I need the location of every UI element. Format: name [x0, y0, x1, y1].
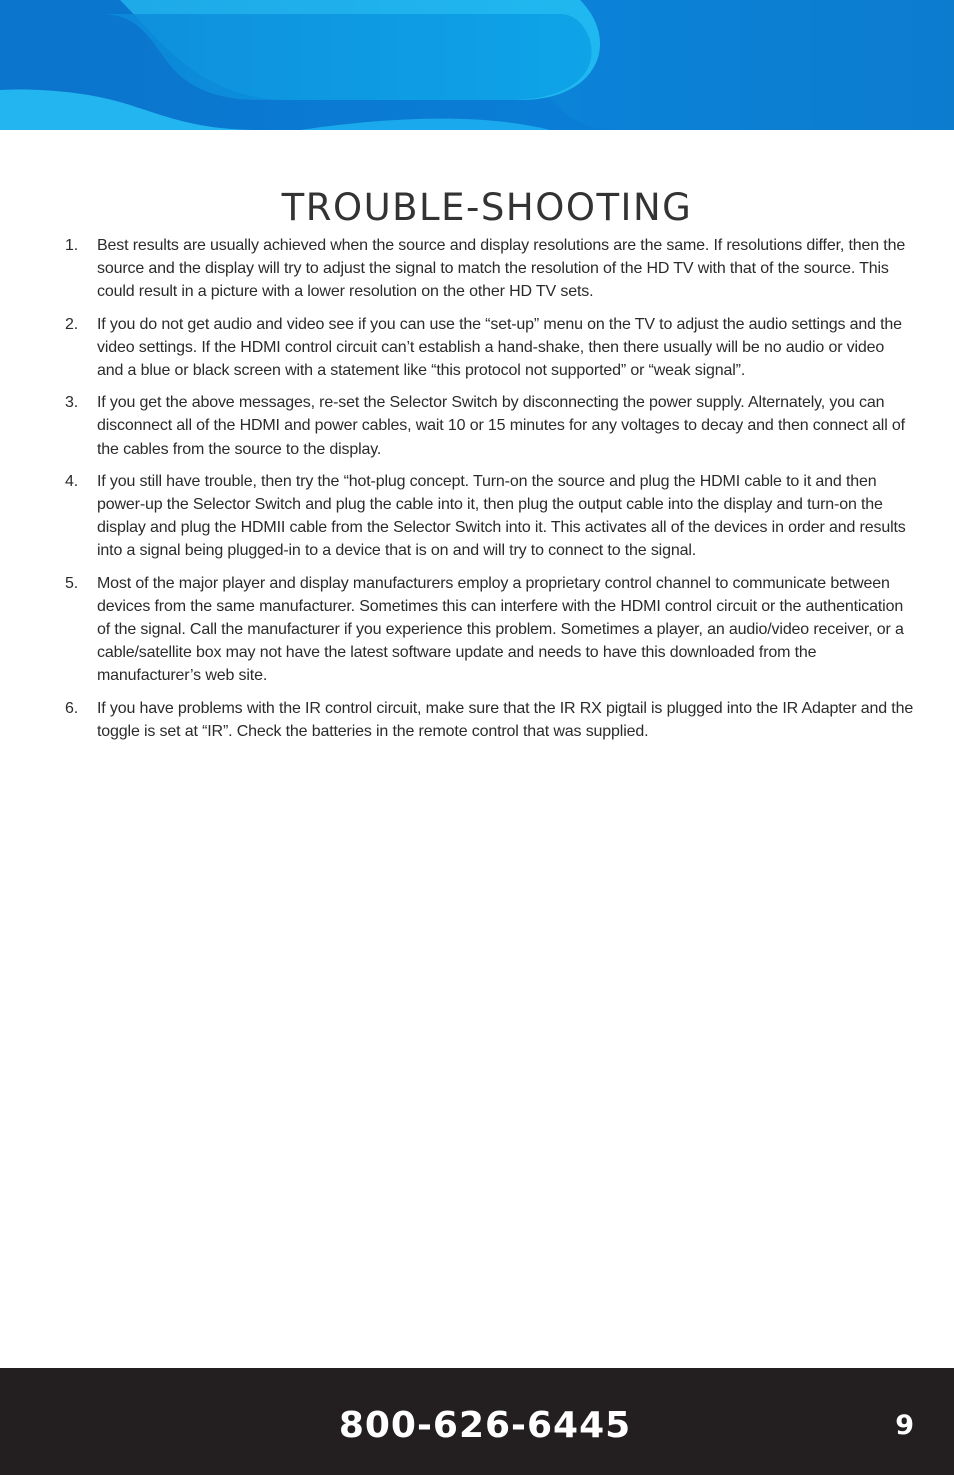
- page-number: 9: [895, 1410, 914, 1441]
- step-number: 4.: [65, 472, 79, 490]
- step-number: 1.: [65, 237, 79, 254]
- step-text: Best results are usually achieved when the source and display resolutions are the same. If resolutions differ, then the source and the display will try to adjust the signal to match the resolution of the HD TV with that of the source. This could result in a picture with a lower resolution on the other HD TV sets.: [97, 237, 906, 301]
- page-title: TROUBLE-SHOOTING: [281, 186, 693, 229]
- list-item: [62, 470, 914, 563]
- header-banner: [0, 0, 954, 130]
- step-text: If you get the above messages, re-set the Selector Switch by disconnecting the power supply. Alternately, you can disconnect all of the HDMI and power cables, wait 10 or 15 minutes for any voltages to decay and then connect all of the cables from the source to the display.: [97, 394, 905, 458]
- step-number: 6.: [65, 699, 79, 717]
- header-wave-graphic: [0, 0, 954, 130]
- step-text: Most of the major player and display manufacturers employ a proprietary control channel to communicate between devices from the same manufacturer. Sometimes this can interfere with the HDMI control circuit or the authentication of the signal. Call the manufacturer if you experience this problem. Sometimes a player, an audio/video receiver, or a cable/satellite box may not have the latest software update and needs to have this downloaded from the manufacturer’s web site.: [97, 574, 904, 685]
- list-item: [62, 697, 914, 743]
- step-text: If you still have trouble, then try the “hot-plug concept. Turn-on the source and plug the HDMI cable to it and then power-up the Selector Switch and plug the cable into it, then plug the output cable into the display and turn-on the display and plug the HDMII cable from the Selector Switch into it. This activates all of the devices in order and results into a signal being plugged-in to a device that is on and will try to connect to the signal.: [97, 472, 906, 560]
- support-phone-number: 800-626-6445: [338, 1405, 632, 1446]
- step-text: If you have problems with the IR control circuit, make sure that the IR RX pigtail is plugged into the IR Adapter and the toggle is set at “IR”. Check the batteries in the remote control that was supplied.: [97, 699, 914, 740]
- step-number: 2.: [65, 315, 79, 333]
- step-text: If you do not get audio and video see if you can use the “set-up” menu on the TV to adjust the audio settings and the video settings. If the HDMI control circuit can’t establish a hand-shake, then there usually will be no audio or video and a blue or black screen with a statement like “this protocol not supported” or “weak signal”.: [97, 315, 902, 380]
- list-item: [62, 234, 914, 304]
- list-item: [62, 391, 914, 461]
- list-item: [62, 572, 914, 688]
- list-item: [62, 313, 914, 383]
- step-number: 5.: [65, 574, 79, 592]
- step-number: 3.: [65, 394, 79, 412]
- troubleshooting-steps-list: [62, 234, 914, 752]
